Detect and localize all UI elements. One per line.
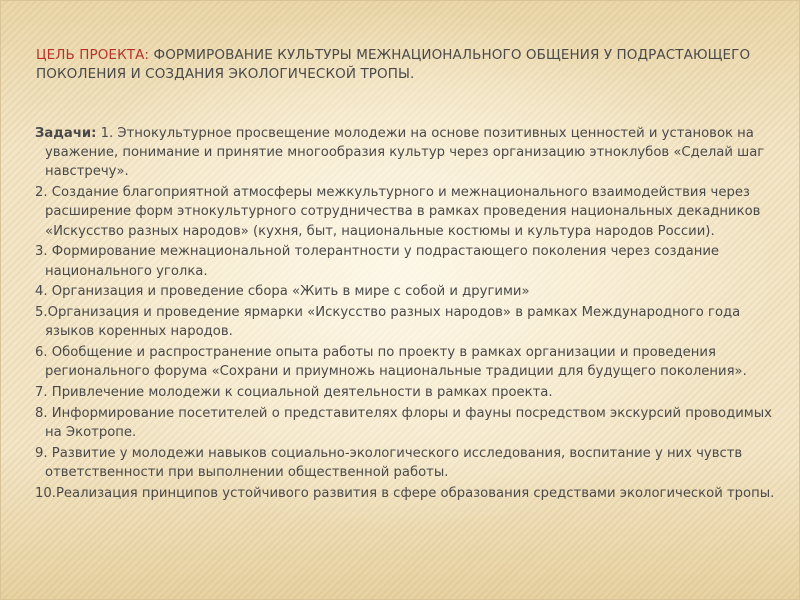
task-text-1: 1. Этнокультурное просвещение молодежи на основе позитивных ценностей и установок на уважение, понимание и принятие многообразия культур через организацию этноклубов «Сделай шаг навстречу». xyxy=(45,126,765,180)
task-item-9: 9. Развитие у молодежи навыков социально-экологического исследования, воспитание у них чувств ответственности при выполнении общественной работы. xyxy=(35,446,743,481)
task-item-5: 5.Организация и проведение ярмарки «Искусство разных народов» в рамках Международного года языков коренных народов. xyxy=(35,305,741,340)
tasks-list xyxy=(35,124,777,505)
project-goal-text: ФОРМИРОВАНИЕ КУЛЬТУРЫ МЕЖНАЦИОНАЛЬНОГО ОБЩЕНИЯ У ПОДРАСТАЮЩЕГО ПОКОЛЕНИЯ И СОЗДАНИЯ ЭКОЛОГИЧЕСКОЙ ТРОПЫ. xyxy=(36,47,751,82)
tasks-label: Задачи: xyxy=(35,126,97,141)
project-goal xyxy=(36,46,756,84)
task-item-6: 6. Обобщение и распространение опыта работы по проекту в рамках организации и проведения регионального форума «Сохрани и приумножь национальные традиции для будущего поколения». xyxy=(35,345,747,380)
task-item-2: 2. Создание благоприятной атмосферы межкультурного и межнационального взаимодействия через расширение форм этнокультурного сотрудничества в рамках проведения национальных декадников «Искусство разных народов» (кухня, быт, национальные костюмы и культура народов России). xyxy=(35,185,761,239)
project-goal-label: ЦЕЛЬ ПРОЕКТА: xyxy=(36,47,150,63)
task-item-3: 3. Формирование межнациональной толерантности у подрастающего поколения через создание национального уголка. xyxy=(35,244,720,279)
task-item-4: 4. Организация и проведение сбора «Жить в мире с собой и другими» xyxy=(35,284,530,300)
task-item-1 xyxy=(35,124,777,182)
task-item-7: 7. Привлечение молодежи к социальной деятельности в рамках проекта. xyxy=(35,385,553,401)
task-item-10: 10.Реализация принципов устойчивого развития в сфере образования средствами экологической тропы. xyxy=(35,486,775,501)
task-item-8: 8. Информирование посетителей о представителях флоры и фауны посредством экскурсий проводимых на Экотропе. xyxy=(35,406,772,441)
